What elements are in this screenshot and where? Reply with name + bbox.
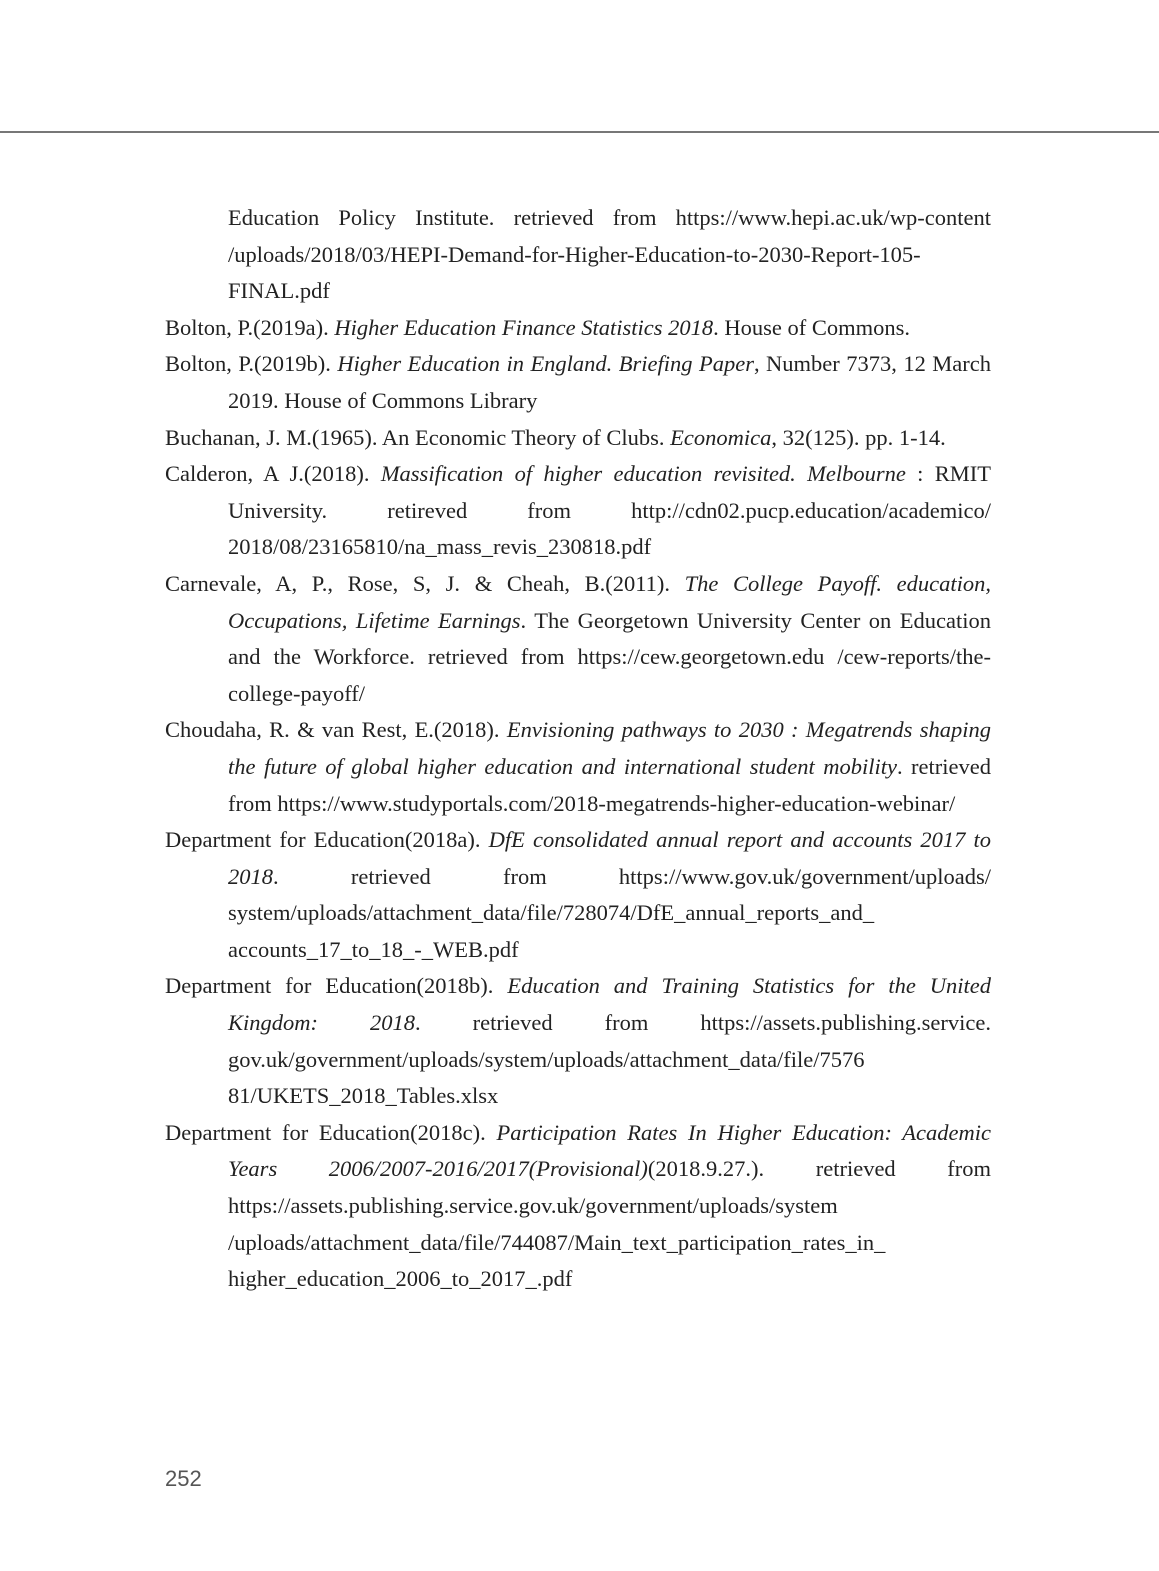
- reference-entry-continued: [165, 200, 991, 310]
- reference-text: Calderon, A J.(2018).: [165, 461, 381, 487]
- reference-title: Economica: [670, 424, 772, 450]
- header-rule: [0, 131, 1159, 133]
- reference-text: : RMIT University. retireved from http://cdn02.pucp.education/academico/ 2018/08/23165810/na_mass_revis_230818.pdf: [228, 461, 991, 560]
- reference-entry: [165, 822, 991, 968]
- reference-text: . The Georgetown University Center on Education and the Workforce. retrieved from https://cew.georgetown.edu /cew-reports/the-college-payoff/: [228, 607, 991, 706]
- reference-text: , 32(125). pp. 1-14.: [771, 424, 946, 450]
- reference-entry: [165, 712, 991, 822]
- reference-text: Bolton, P.(2019b).: [165, 351, 338, 377]
- reference-title: Higher Education Finance Statistics 2018: [334, 314, 714, 340]
- reference-text: , Number 7373, 12 March 2019. House of Commons Library: [228, 351, 992, 413]
- reference-text: . House of Commons.: [713, 314, 910, 340]
- reference-entry: [165, 420, 991, 457]
- reference-entry: [165, 968, 991, 1114]
- reference-entry: [165, 456, 991, 566]
- reference-title: Envisioning pathways to 2030 : Megatrends shaping the future of global higher education and international student mobility: [228, 717, 991, 779]
- reference-list: [165, 200, 991, 1298]
- reference-title: Massification of higher education revisited. Melbourne: [380, 461, 906, 487]
- reference-text: Department for Education(2018a).: [165, 827, 489, 853]
- reference-entry: [165, 310, 991, 347]
- reference-entry: [165, 1115, 991, 1298]
- reference-text: . retrieved from https://www.studyportals.com/2018-megatrends-higher-education-webinar/: [228, 753, 991, 816]
- reference-text: Bolton, P.(2019a).: [165, 314, 335, 340]
- reference-text: Carnevale, A, P., Rose, S, J. & Cheah, B.(2011).: [165, 570, 685, 596]
- reference-title: Education and Training Statistics for the United Kingdom: 2018: [228, 973, 991, 1036]
- reference-text: Education Policy Institute. retrieved from https://www.hepi.ac.uk/wp-content /uploads/2018/03/HEPI-Demand-for-Higher-Education-to-2030-Report-105-FINAL.pdf: [228, 205, 991, 304]
- reference-text: Buchanan, J. M.(1965). An Economic Theory of Clubs.: [165, 424, 671, 450]
- reference-entry: [165, 346, 991, 419]
- reference-text: (2018.9.27.). retrieved from https://assets.publishing.service.gov.uk/government/uploads/system /uploads/attachment_data/file/744087/Main_text_participation_rates_in_ higher_education_2006_to_2017_.pdf: [228, 1156, 991, 1292]
- reference-title: Higher Education in England. Briefing Paper: [337, 351, 754, 377]
- reference-entry: [165, 566, 991, 712]
- page-number: 252: [165, 1466, 202, 1491]
- reference-title: DfE consolidated annual report and accounts 2017 to 2018: [228, 827, 991, 889]
- reference-text: . retrieved from https://www.gov.uk/government/uploads/ system/uploads/attachment_data/file/728074/DfE_annual_reports_and_ accounts_17_to_18_-_WEB.pdf: [228, 863, 991, 962]
- reference-text: Choudaha, R. & van Rest, E.(2018).: [165, 717, 507, 743]
- reference-text: Department for Education(2018b).: [165, 973, 508, 999]
- reference-text: . retrieved from https://assets.publishing.service. gov.uk/government/uploads/system/uploads/attachment_data/file/7576 81/UKETS_2018_Tables.xlsx: [228, 1010, 991, 1109]
- reference-text: Department for Education(2018c).: [165, 1119, 497, 1145]
- reference-title: The College Payoff. education, Occupations, Lifetime Earnings: [228, 570, 991, 633]
- reference-title: Participation Rates In Higher Education: Academic Years 2006/2007-2016/2017(Provisional): [228, 1119, 991, 1182]
